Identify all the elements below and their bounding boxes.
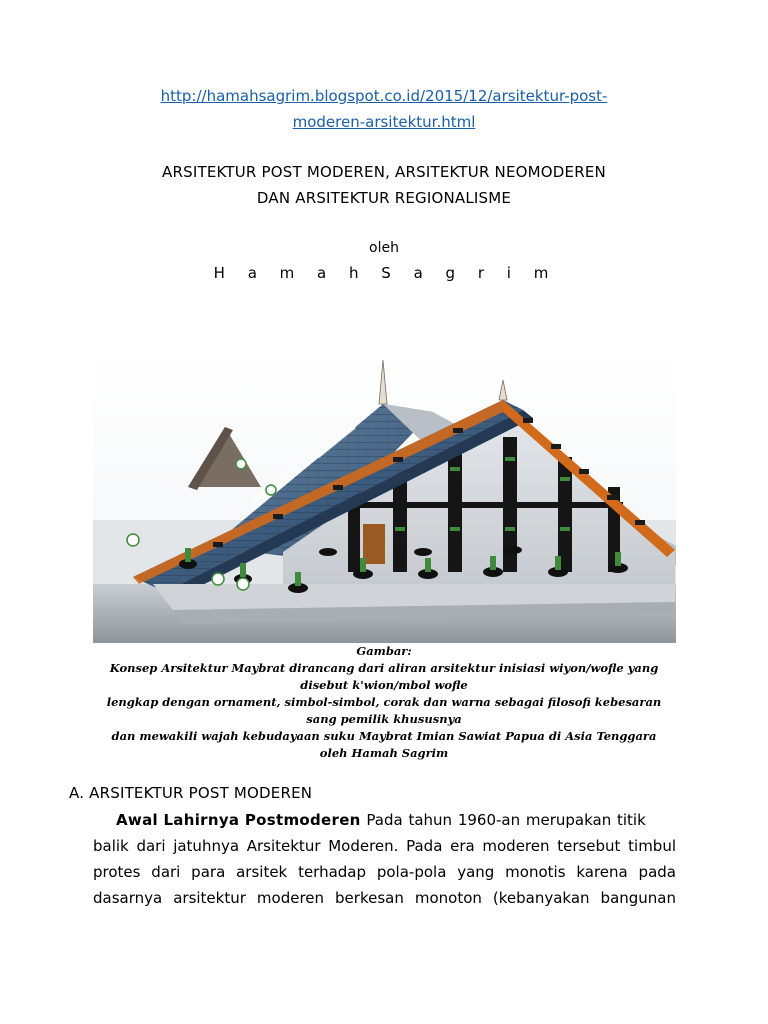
paragraph-line: balik dari jatuhnya Arsitektur Moderen. Pada era moderen tersebut timbul (93, 837, 676, 855)
document-title-line1: ARSITEKTUR POST MODEREN, ARSITEKTUR NEOMODEREN (162, 163, 606, 181)
paragraph-lead-bold: Awal Lahirnya Postmoderen (116, 811, 361, 829)
source-link-line1[interactable]: http://hamahsagrim.blogspot.co.id/2015/12/arsitektur-post- (160, 87, 608, 105)
figure-caption-line: dan mewakili wajah kebudayaan suku Maybrat Imian Sawiat Papua di Asia Tenggara (111, 729, 657, 743)
figure-caption-line: oleh Hamah Sagrim (319, 746, 449, 760)
author-name: H a m a h S a g r i m (213, 264, 555, 282)
figure-caption-line: Gambar: (356, 644, 412, 658)
source-link-line2[interactable]: moderen-arsitektur.html (292, 113, 476, 131)
figure-caption-line: lengkap dengan ornament, simbol-simbol, corak dan warna sebagai filosofi kebesaran (106, 695, 662, 709)
byline-label: oleh (369, 240, 399, 256)
figure-caption-line: sang pemilik khususnya (306, 712, 462, 726)
architecture-rendering-image (93, 352, 676, 643)
paragraph-lead-text: Pada tahun 1960-an merupakan titik (360, 811, 646, 829)
paragraph-line: protes dari para arsitek terhadap pola-pola yang monotis karena pada (93, 863, 676, 881)
document-title-line2: DAN ARSITEKTUR REGIONALISME (256, 189, 512, 207)
figure-caption-line: disebut k'wion/mbol wofle (300, 678, 468, 692)
paragraph-line: dasarnya arsitektur moderen berkesan monoton (kebanyakan bangunan (93, 889, 676, 907)
figure-caption-line: Konsep Arsitektur Maybrat dirancang dari aliran arsitektur inisiasi wiyon/wofle yang (109, 661, 659, 675)
section-heading: A. ARSITEKTUR POST MODEREN (69, 784, 313, 802)
paragraph-first-line (93, 807, 676, 833)
